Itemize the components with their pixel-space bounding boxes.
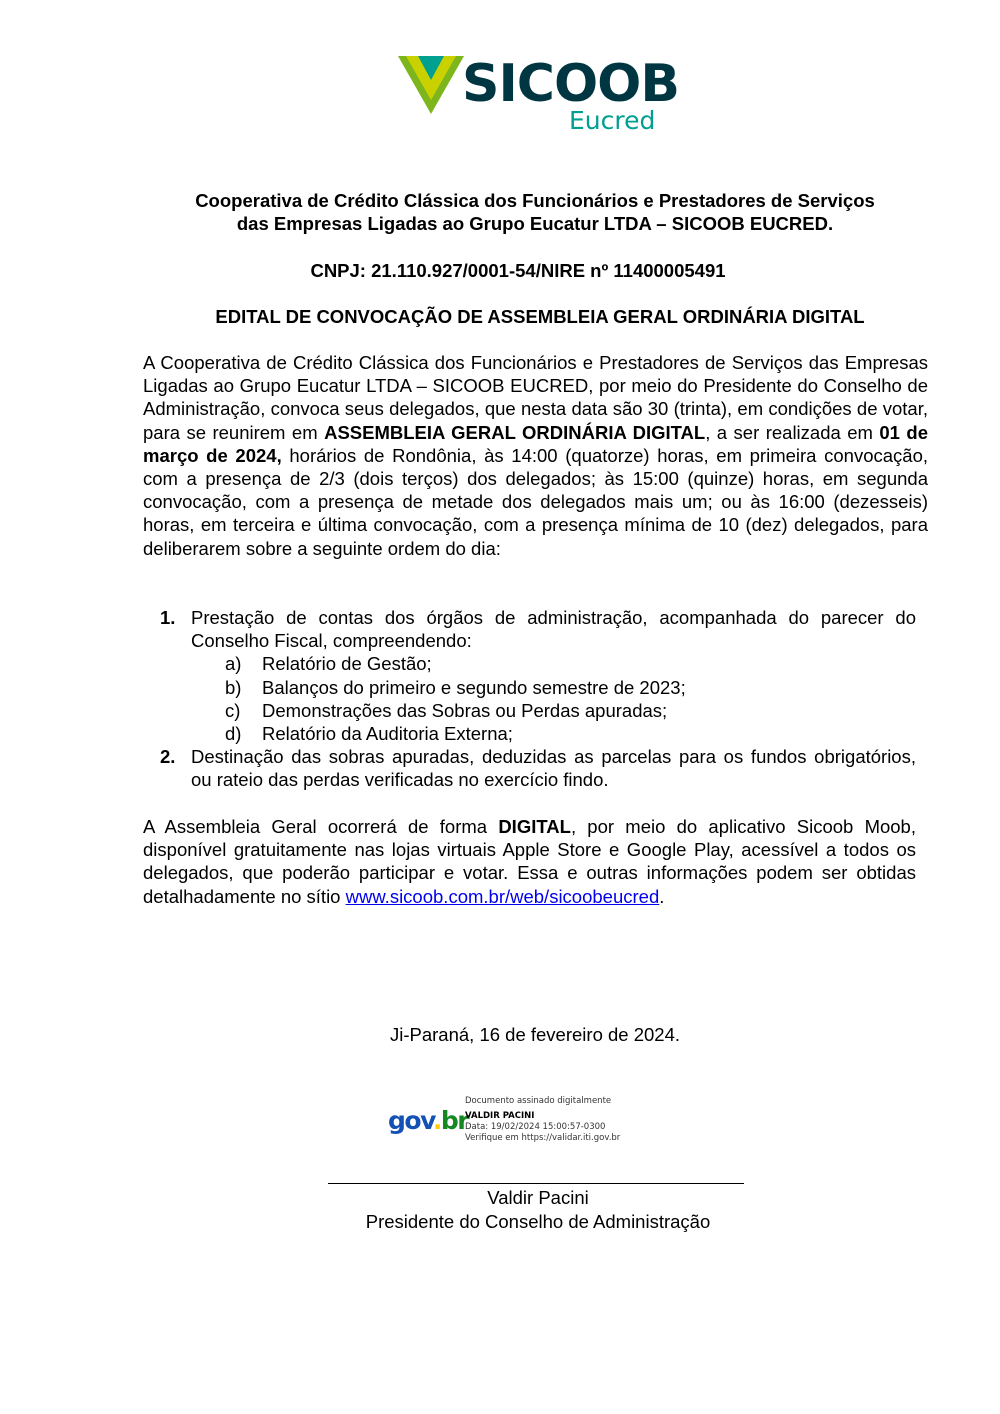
signatory-block bbox=[0, 1186, 1000, 1233]
list-item-number: 1. bbox=[160, 607, 176, 628]
signatory-name: Valdir Pacini bbox=[487, 1187, 589, 1208]
list-item-text: Destinação das sobras apuradas, deduzidas as parcelas para os fundos obrigatórios, ou rateio das perdas verificadas no exercício findo. bbox=[191, 746, 916, 791]
signatory-role: Presidente do Conselho de Administração bbox=[365, 1210, 711, 1232]
sub-list-item: b) Balanços do primeiro e segundo semestre de 2023; bbox=[225, 676, 686, 698]
list-item-text: Prestação de contas dos órgãos de administração, acompanhada do parecer do Conselho Fiscal, compreendendo: bbox=[191, 607, 916, 652]
signer-name: VALDIR PACINI bbox=[465, 1111, 535, 1121]
document-title: EDITAL DE CONVOCAÇÃO DE ASSEMBLEIA GERAL ORDINÁRIA DIGITAL bbox=[215, 306, 865, 327]
list-item-number: 2. bbox=[160, 746, 176, 768]
logo-wordmark: SICOOB bbox=[462, 54, 680, 114]
digital-assembly-paragraph: A Assembleia Geral ocorrerá de forma DIGITAL, por meio do aplicativo Sicoob Moob, disponível gratuitamente nas lojas virtuais Apple Store e Google Play, acessível a todos os delegados, que poderão participar e votar. Essa e outras informações podem ser obtidas detalhadamente no sítio www.sicoob.com.br/web/sicoobeucred. bbox=[143, 816, 916, 907]
signature-line bbox=[328, 1183, 744, 1184]
assembly-name: ASSEMBLEIA GERAL ORDINÁRIA DIGITAL bbox=[324, 421, 706, 443]
convocation-paragraph: A Cooperativa de Crédito Clássica dos Funcionários e Prestadores de Serviços das Empresas Ligadas ao Grupo Eucatur LTDA – SICOOB EUCRED, por meio do Presidente do Conselho de Administração, convoca seus delegados, que nesta data são 30 (trinta), em condições de votar, para se reunirem em ASSEMBLEIA GERAL ORDINÁRIA DIGITAL, a ser realizada em 01 de março de 2024, horários de Rondônia, às 14:00 (quatorze) horas, em primeira convocação, com a presença de 2/3 (dois terços) dos delegados; às 15:00 (quinze) horas, em segunda convocação, com a presença de metade dos delegados mais um; ou às 16:00 (dezesseis) horas, em terceira e última convocação, com a presença mínima de 10 (dez) delegados, para deliberarem sobre a seguinte ordem do dia: bbox=[143, 352, 929, 559]
sub-list-item: d) Relatório da Auditoria Externa; bbox=[225, 723, 513, 745]
organization-name-line2: das Empresas Ligadas ao Grupo Eucatur LTDA – SICOOB EUCRED. bbox=[236, 213, 834, 234]
agenda-list bbox=[143, 606, 916, 792]
website-link[interactable]: www.sicoob.com.br/web/sicoobeucred bbox=[345, 885, 660, 907]
date-place-line: Ji-Paraná, 16 de fevereiro de 2024. bbox=[389, 1024, 681, 1045]
sicoob-logo-icon bbox=[398, 56, 468, 118]
sub-list-item: a) Relatório de Gestão; bbox=[225, 653, 432, 675]
logo-subtitle: Eucred bbox=[569, 106, 656, 135]
digital-signature-stamp bbox=[386, 1094, 636, 1154]
verify-url: Verifique em https://validar.iti.gov.br bbox=[465, 1133, 621, 1143]
organization-name bbox=[140, 189, 930, 235]
digital-emphasis: DIGITAL bbox=[498, 816, 571, 837]
govbr-logo: gov.br bbox=[388, 1106, 469, 1135]
list-item bbox=[143, 606, 916, 652]
assembly-date: 01 de março de 2024, bbox=[143, 421, 929, 466]
signature-date: Data: 19/02/2024 15:00:57-0300 bbox=[465, 1122, 606, 1132]
signature-details: Documento assinado digitalmente VALDIR PACINI Data: 19/02/2024 15:00:57-0300 Verifique em https://validar.iti.gov.br bbox=[465, 1096, 621, 1143]
list-item bbox=[143, 745, 916, 791]
cnpj-line: CNPJ: 21.110.927/0001-54/NIRE nº 11400005491 bbox=[310, 260, 726, 281]
sub-list-item: c) Demonstrações das Sobras ou Perdas apuradas; bbox=[225, 699, 668, 721]
sicoob-logo bbox=[398, 52, 680, 142]
organization-name-line1: Cooperativa de Crédito Clássica dos Funcionários e Prestadores de Serviços bbox=[195, 190, 875, 211]
